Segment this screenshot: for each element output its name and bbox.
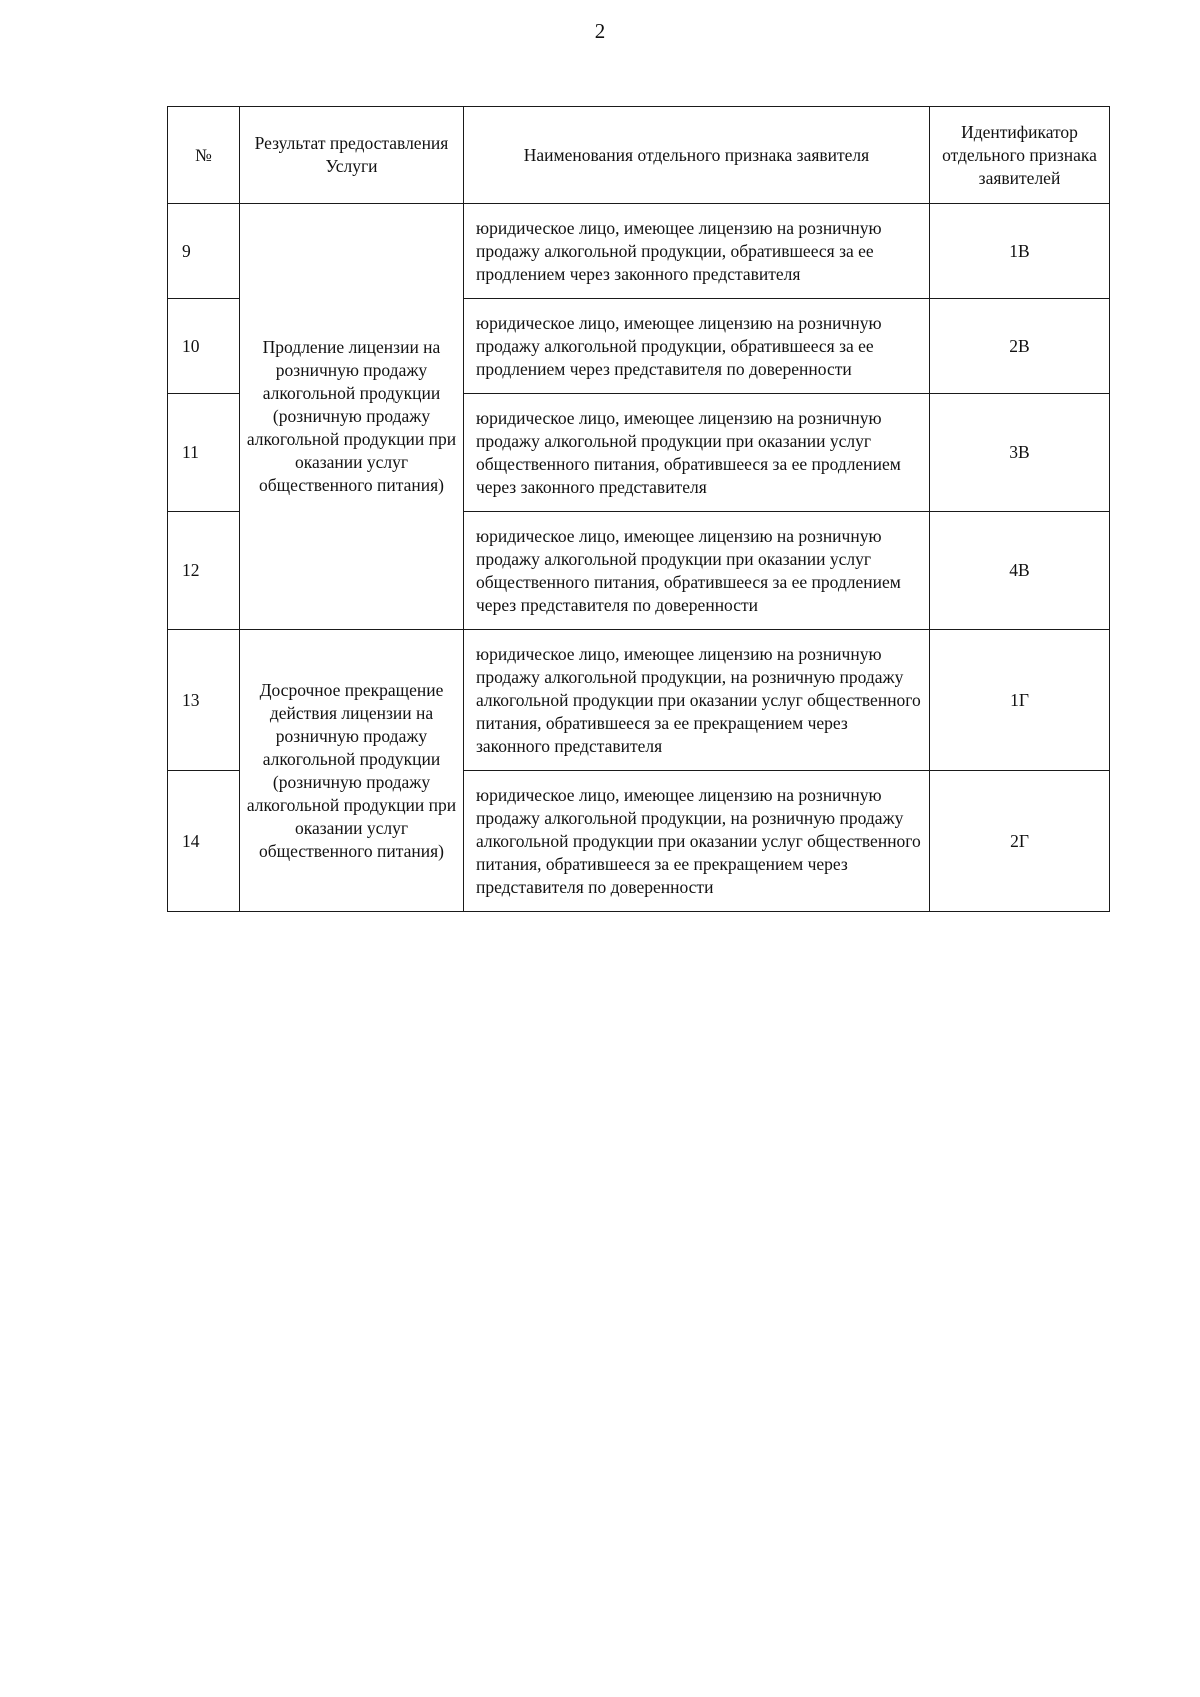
- row-number: 11: [168, 394, 240, 512]
- applicant-feature-identifier: 1Г: [930, 630, 1110, 771]
- applicant-feature-description: юридическое лицо, имеющее лицензию на розничную продажу алкогольной продукции при оказании услуг общественного питания, обратившееся за ее продлением через законного представителя: [464, 394, 930, 512]
- page-number: 2: [594, 19, 606, 43]
- row-number: 9: [168, 204, 240, 299]
- applicant-feature-description: юридическое лицо, имеющее лицензию на розничную продажу алкогольной продукции, на розничную продажу алкогольной продукции при оказании услуг общественного питания, обратившееся за ее прекращением через законного представителя: [464, 630, 930, 771]
- applicant-feature-description: юридическое лицо, имеющее лицензию на розничную продажу алкогольной продукции, на розничную продажу алкогольной продукции при оказании услуг общественного питания, обратившееся за ее прекращением через представителя по доверенности: [464, 771, 930, 912]
- row-number: 14: [168, 771, 240, 912]
- header-name: Наименования отдельного признака заявителя: [464, 107, 930, 204]
- row-number: 12: [168, 512, 240, 630]
- applicant-feature-identifier: 3В: [930, 394, 1110, 512]
- header-result: Результат предоставления Услуги: [240, 107, 464, 204]
- result-cell-renewal: Продление лицензии на розничную продажу алкогольной продукции (розничную продажу алкогольной продукции при оказании услуг общественного питания): [240, 204, 464, 630]
- header-identifier: Идентификатор отдельного признака заявителей: [930, 107, 1110, 204]
- applicant-features-table: [167, 106, 1110, 912]
- applicant-feature-identifier: 4В: [930, 512, 1110, 630]
- applicant-feature-description: юридическое лицо, имеющее лицензию на розничную продажу алкогольной продукции при оказании услуг общественного питания, обратившееся за ее продлением через представителя по доверенности: [464, 512, 930, 630]
- header-num: №: [168, 107, 240, 204]
- result-cell-early-termination: Досрочное прекращение действия лицензии на розничную продажу алкогольной продукции (розничную продажу алкогольной продукции при оказании услуг общественного питания): [240, 630, 464, 912]
- table-row: [168, 204, 1110, 299]
- table-header: [168, 107, 1110, 204]
- applicant-feature-description: юридическое лицо, имеющее лицензию на розничную продажу алкогольной продукции, обратившееся за ее продлением через законного представителя: [464, 204, 930, 299]
- table-body: [168, 204, 1110, 912]
- header-row: [168, 107, 1110, 204]
- table-row: [168, 630, 1110, 771]
- applicant-feature-identifier: 2В: [930, 299, 1110, 394]
- applicant-feature-identifier: 1В: [930, 204, 1110, 299]
- row-number: 13: [168, 630, 240, 771]
- applicant-feature-identifier: 2Г: [930, 771, 1110, 912]
- applicant-feature-description: юридическое лицо, имеющее лицензию на розничную продажу алкогольной продукции, обратившееся за ее продлением через представителя по доверенности: [464, 299, 930, 394]
- row-number: 10: [168, 299, 240, 394]
